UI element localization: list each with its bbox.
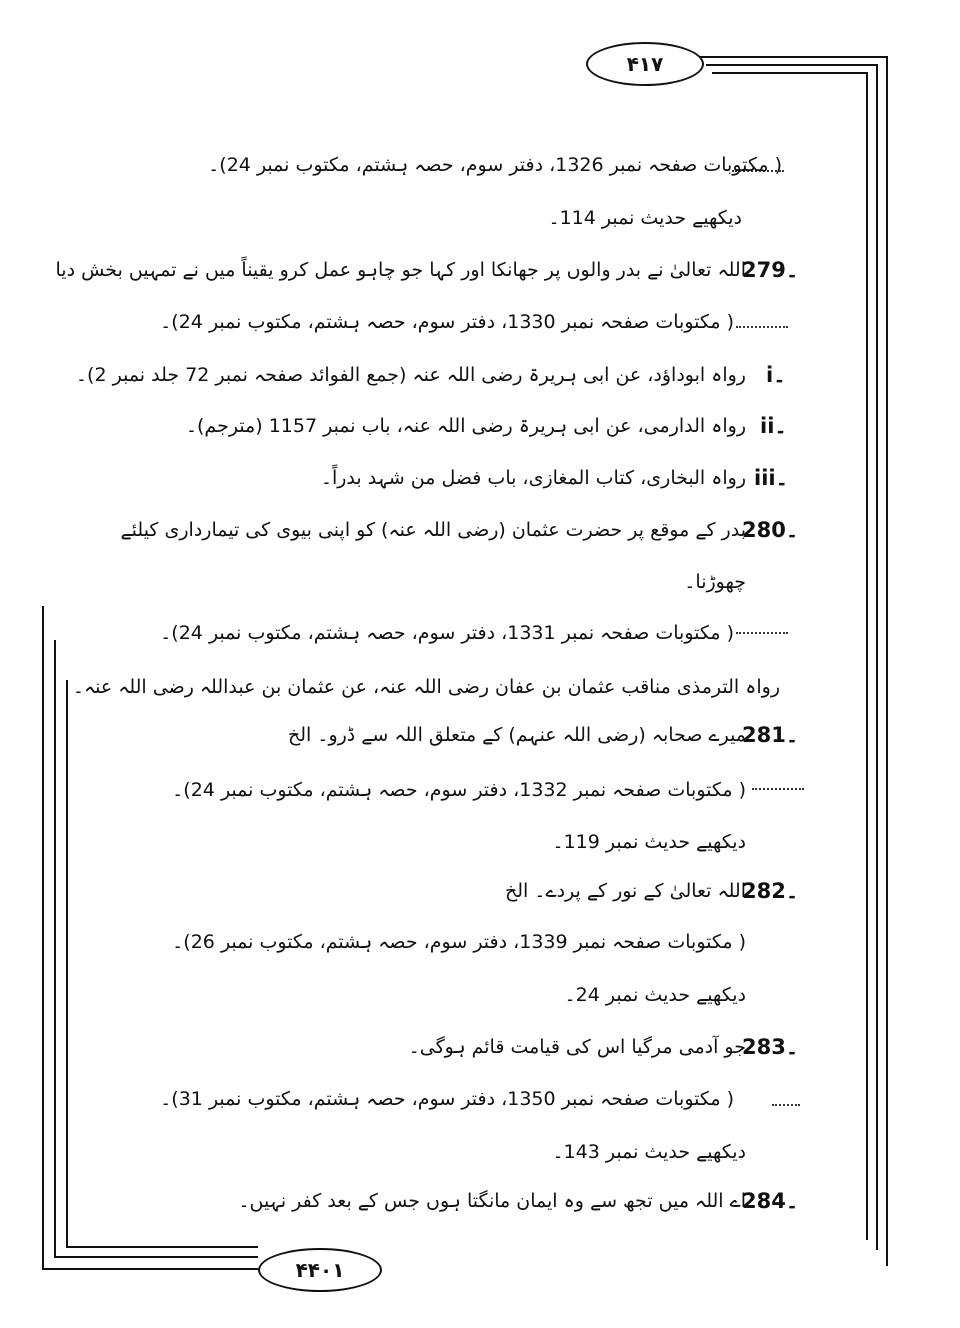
- frame-top-rule-1: [700, 56, 888, 58]
- leader-dots: [772, 1104, 800, 1106]
- frame-left-rule-1: [42, 606, 44, 1268]
- text-line: رواہ الدارمی، عن ابی ہریرۃ رضی اللہ عنہ، باب نمبر 1157 (مترجم)۔: [185, 415, 746, 437]
- item-number: 279۔: [742, 258, 799, 282]
- frame-bottom-rule-1: [42, 1268, 258, 1270]
- item-number: i۔: [766, 363, 786, 387]
- text-line: چھوڑنا۔: [684, 571, 746, 593]
- frame-right-rule-1: [886, 56, 888, 1266]
- frame-left-rule-2: [54, 640, 56, 1256]
- text-line: ( مکتوبات صفحہ نمبر 1339، دفتر سوم، حصہ ہشتم، مکتوب نمبر 26)۔: [172, 931, 746, 953]
- text-line: ( مکتوبات صفحہ نمبر 1331، دفتر سوم، حصہ ہشتم، مکتوب نمبر 24)۔: [160, 622, 734, 644]
- leader-dots: [736, 632, 788, 634]
- item-number: iii۔: [754, 466, 788, 490]
- item-number: 283۔: [742, 1035, 799, 1059]
- text-line: میرے صحابہ (رضی اللہ عنہم) کے متعلق اللہ سے ڈرو۔ الخ: [287, 724, 746, 746]
- text-line: اللہ تعالیٰ کے نور کے پردے۔ الخ: [504, 880, 746, 902]
- leader-dots: [736, 326, 788, 328]
- frame-right-rule-3: [866, 72, 868, 1240]
- text-line: دیکھیے حدیث نمبر 119۔: [552, 831, 746, 853]
- leader-dots: [752, 788, 804, 790]
- item-number: 282۔: [742, 879, 799, 903]
- item-number: 284۔: [742, 1189, 799, 1213]
- text-line: بدر کے موقع پر حضرت عثمان (رضی اللہ عنہ) کو اپنی بیوی کی تیمارداری کیلئے: [120, 519, 746, 541]
- frame-bottom-rule-2: [54, 1256, 258, 1258]
- frame-top-rule-3: [712, 72, 868, 74]
- text-line: جو آدمی مرگیا اس کی قیامت قائم ہوگی۔: [408, 1036, 746, 1058]
- frame-bottom-rule-3: [66, 1246, 258, 1248]
- text-line: دیکھیے حدیث نمبر 24۔: [564, 984, 746, 1006]
- frame-left-rule-3: [66, 680, 68, 1246]
- frame-top-rule-2: [706, 64, 878, 66]
- text-line: ( مکتوبات صفحہ نمبر 1350، دفتر سوم، حصہ ہشتم، مکتوب نمبر 31)۔: [160, 1088, 734, 1110]
- item-number: 280۔: [742, 518, 799, 542]
- text-line: اللہ تعالیٰ نے بدر والوں پر جھانکا اور کہا جو چاہو عمل کرو یقیناً میں نے تمہیں بخش دیا: [55, 259, 746, 281]
- text-line: رواہ البخاری، کتاب المغازی، باب فضل من شہد بدراً۔: [320, 467, 746, 489]
- bottom-page-number: ۴۴۰۱: [258, 1248, 382, 1292]
- text-line: دیکھیے حدیث نمبر 114۔: [548, 207, 742, 229]
- text-line: ( مکتوبات صفحہ نمبر 1332، دفتر سوم، حصہ ہشتم، مکتوب نمبر 24)۔: [172, 779, 746, 801]
- text-line: ( مکتوبات صفحہ نمبر 1326، دفتر سوم، حصہ ہشتم، مکتوب نمبر 24)۔: [208, 154, 782, 176]
- item-number: ii۔: [760, 414, 787, 438]
- text-line: رواہ ابوداؤد، عن ابی ہریرۃ رضی اللہ عنہ (جمع الفوائد صفحہ نمبر 72 جلد نمبر 2)۔: [75, 364, 746, 386]
- text-line: ( مکتوبات صفحہ نمبر 1330، دفتر سوم، حصہ ہشتم، مکتوب نمبر 24)۔: [160, 311, 734, 333]
- text-line: دیکھیے حدیث نمبر 143۔: [552, 1141, 746, 1163]
- text-line: رواہ الترمذی مناقب عثمان بن عفان رضی اللہ عنہ، عن عثمان بن عبداللہ رضی اللہ عنہ۔: [72, 676, 780, 698]
- text-line: اے اللہ میں تجھ سے وہ ایمان مانگتا ہوں جس کے بعد کفر نہیں۔: [238, 1190, 746, 1212]
- top-page-number: ۴۱۷: [586, 42, 704, 86]
- frame-right-rule-2: [876, 64, 878, 1250]
- item-number: 281۔: [742, 723, 799, 747]
